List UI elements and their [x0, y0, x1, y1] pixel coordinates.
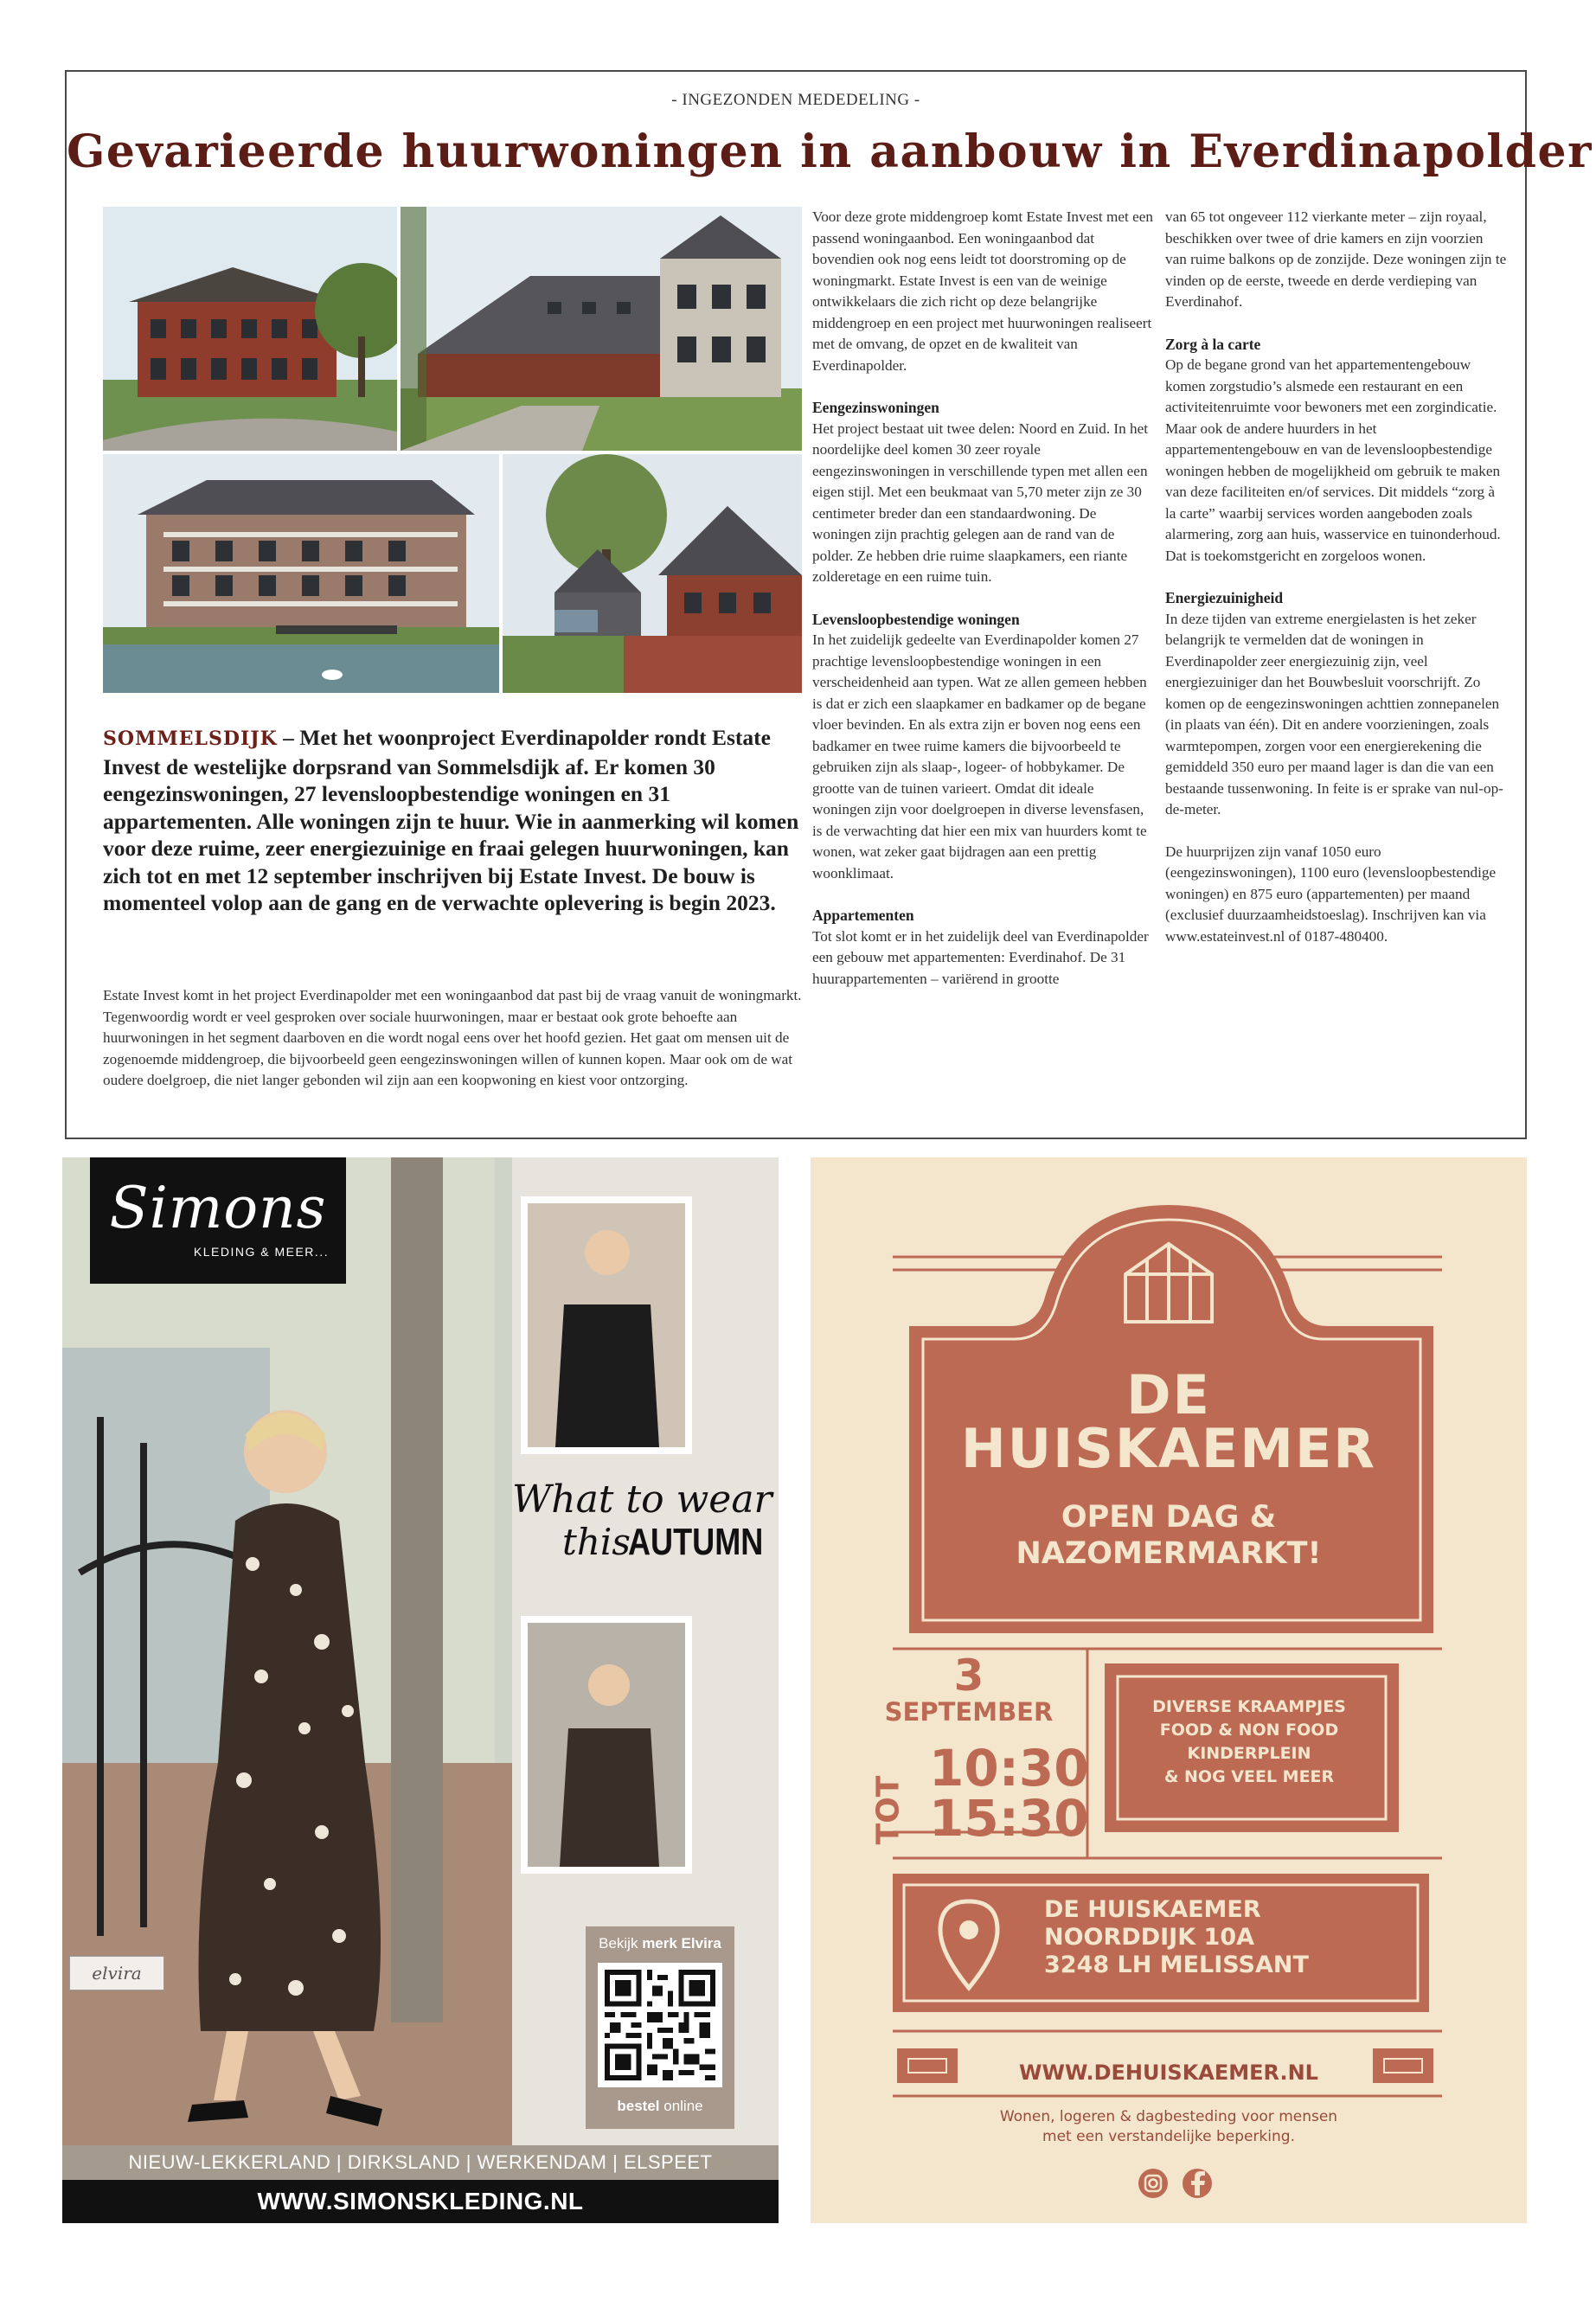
paragraph: Tot slot komt er in het zuidelijk deel van Everdinapolder een gebouw met appartementen: Everdinahof. De 31 huurappartementen – variërend in grootte	[812, 927, 1149, 987]
event-feature-item: KINDERPLEIN	[1187, 1744, 1311, 1763]
huiskaemer-website-link[interactable]: WWW.DEHUISKAEMER.NL	[1019, 2061, 1318, 2085]
photo-family-houses	[401, 207, 802, 451]
qr-header: Bekijk merk Elvira	[599, 1935, 721, 1952]
slogan-this: this	[562, 1521, 631, 1563]
subheading-appartementen: Appartementen	[812, 907, 914, 924]
simons-logo-sub: KLEDING & MEER...	[193, 1245, 330, 1259]
paragraph: In het zuidelijk gedeelte van Everdinapolder komen 27 prachtige levensloopbestendige woningen in een verscheidenheid aan typen. Wat ze allen gemeen hebben is dat er zich een slaapkamer en badkamer op de begane vloer bevinden. En als extra zijn er boven nog eens een badkamer en twee ruime kamers die bijvoorbeeld te gebruiken zijn als slaap-, logeer- of hobbykamer. De grootte van de tuinen varieert. Omdat dit ideale woningen zijn voor doelgroepen in diverse levensfasen, is de verwachting dat hier een mix van huurders komt te wonen, wat zeker gaat bijdragen aan een prettig woonklimaat.	[812, 631, 1147, 881]
paragraph: Op de begane grond van het appartementengebouw komen zorgstudio’s alsmede een restaurant en een activiteitenruimte voor bewoners met een zorgindicatie. Maar ook de andere huurders in het appartementengebouw en van de levensloopbestendige woningen hebben de mogelijkheid om gebruik te maken van deze faciliteiten en/of services. Dit middels “zorg à la carte” waarbij services worden aangeboden zoals alarmering, zorg aan huis, wasservice en tuinonderhoud. Dat is toekomstgericht en zorgeloos wonen.	[1165, 356, 1501, 564]
photo-row-houses	[103, 207, 397, 451]
qr-card[interactable]	[586, 1926, 734, 2129]
advertorial-article	[65, 70, 1593, 1139]
huiskaemer-advertisement	[811, 1157, 1527, 2223]
subheading-zorg: Zorg à la carte	[1165, 335, 1261, 353]
article-kicker: - INGEZONDEN MEDEDELING -	[671, 91, 920, 109]
slogan-line-1: What to wear	[512, 1477, 772, 1522]
article-body-first: Estate Invest komt in het project Everdinapolder met een woningaanbod dat past bij de vraag vanuit de woningmarkt. Tegenwoordig wordt er veel gesproken over sociale huurwoningen, maar er bestaat ook grote behoefte aan huurwoningen in het segment daarboven en die wordt nogal eens over het hoofd gezien. Het gaat om mensen uit de zogenoemde middengroep, die bijvoorbeeld geen eengezinswoningen willen of kunnen kopen. Maar ook om de wat oudere doelgroep, die niet langer gebonden wil zijn aan een koopwoning en kiest voor ontzorging.	[103, 987, 802, 1088]
simons-logo	[90, 1157, 346, 1284]
paragraph: Het project bestaat uit twee delen: Noord en Zuid. In het noordelijke deel komen 30 zeer royale eengezinswoningen in verschillende typen met allen een eigen stijl. Met een beukmaat van 5,70 meter zijn ze 30 centimeter breder dan een standaardwoning. De woningen zijn prachtig gelegen aan de rand van de polder. Ze hebben drie ruime slaapkamers, een riante zolderetage en een ruime tuin.	[812, 420, 1149, 585]
event-time-start: 10:30	[929, 1739, 1089, 1798]
simons-website-link[interactable]: WWW.SIMONSKLEDING.NL	[62, 2180, 779, 2223]
simons-locations: NIEUW-LEKKERLAND | DIRKSLAND | WERKENDAM | ELSPEET	[62, 2145, 779, 2180]
address-line: DE HUISKAEMER	[1044, 1896, 1261, 1923]
event-feature-item: DIVERSE KRAAMPJES	[1152, 1697, 1346, 1716]
event-feature-item: FOOD & NON FOOD	[1159, 1721, 1339, 1740]
paragraph-prices: De huurprijzen zijn vanaf 1050 euro (eengezinswoningen), 1100 euro (levensloopbestendige woningen) en 875 euro (appartementen) per maand (exclusief duurzaamheidstoeslag). Inschrijven kan via www.estateinvest.nl of 0187-480400.	[1165, 843, 1497, 945]
elvira-brand-tag: elvira	[69, 1956, 164, 1990]
qr-code[interactable]	[598, 1963, 722, 2087]
intro-text: – Met het woonproject Everdinapolder rondt Estate Invest de westelijke dorpsrand van Sommelsdijk af. Er komen 30 eengezinswoningen, 27 levensloopbestendige woningen en 31 appartementen. Alle woningen zijn te huur. Wie in aanmerking wil komen voor deze ruime, zeer energiezuinige en fraai gelegen huurwoningen, kan zich tot en met 12 september inschrijven bij Estate Invest. De bouw is momenteel volop aan de gang en de verwachte oplevering is begin 2023.	[103, 725, 799, 915]
event-feature-item: & NOG VEEL MEER	[1163, 1767, 1335, 1786]
address-line: NOORDDIJK 10A	[1044, 1924, 1254, 1951]
event-day: 3	[953, 1650, 984, 1701]
simons-advertisement	[62, 1157, 779, 2223]
paragraph: van 65 tot ongeveer 112 vierkante meter – zijn royaal, beschikken over twee of drie kamers en zijn voorzien van ruime balkons op de zonzijde. Deze woningen zijn te vinden op de eerste, tweede en derde verdieping van Everdinahof.	[1165, 208, 1507, 310]
paragraph: Voor deze grote middengroep komt Estate Invest met een passend woningaanbod. Een woningaanbod dat bovendien ook nog eens leidt tot doorstroming op de woningmarkt. Estate Invest is een van de weinige ontwikkelaars die zich richt op deze belangrijke middengroep en een project met huurwoningen realiseert met de omvang, de opzet en de kwaliteit van Everdinapolder.	[812, 208, 1153, 374]
huiskaemer-title-de: DE	[1126, 1363, 1211, 1426]
event-title-line-1: OPEN DAG &	[1061, 1500, 1277, 1535]
event-time-tot: TOT	[870, 1775, 907, 1845]
article-column-2	[812, 207, 1154, 990]
instagram-icon	[1138, 2169, 1168, 2198]
photo-street-houses	[503, 454, 802, 693]
huiskaemer-title-name: HUISKAEMER	[960, 1417, 1377, 1480]
photo-apartment-building	[103, 454, 499, 693]
qr-code-icon	[605, 1970, 715, 2080]
project-photo-collage	[103, 207, 802, 693]
event-title-line-2: NAZOMERMARKT!	[1016, 1536, 1322, 1571]
huiskaemer-tagline-1: Wonen, logeren & dagbesteding voor mensen	[999, 2108, 1338, 2125]
facebook-icon	[1183, 2169, 1212, 2198]
simons-logo-name: Simons	[109, 1175, 327, 1241]
subheading-eengezinswoningen: Eengezinswoningen	[812, 399, 939, 416]
intro-placename: SOMMELSDIJK	[103, 727, 278, 750]
article-intro	[103, 724, 802, 917]
event-time-end: 15:30	[929, 1789, 1089, 1848]
slogan-autumn: AUTUMN	[628, 1521, 764, 1563]
qr-footer: bestel online	[617, 2098, 703, 2114]
subheading-energie: Energiezuinigheid	[1165, 589, 1284, 606]
article-headline: Gevarieerde huurwoningen in aanbouw in Everdinapolder	[67, 125, 1593, 178]
subheading-levensloop: Levensloopbestendige woningen	[812, 610, 1020, 628]
address-line: 3248 LH MELISSANT	[1044, 1952, 1309, 1978]
huiskaemer-tagline-2: met een verstandelijke beperking.	[1042, 2128, 1295, 2145]
article-column-3	[1165, 207, 1507, 947]
event-month: SEPTEMBER	[884, 1697, 1054, 1727]
paragraph: In deze tijden van extreme energielasten is het zeker belangrijk te vermelden dat de woningen in Everdinapolder zeer energiezuinig zijn, veel energiezuiniger dan het Bouwbesluit voorschrijft. Zo komen op de eengezinswoningen achttien zonnepanelen (in plaats van één). Dit en andere voorzieningen, zoals warmtepompen, zorgen voor een energierekening die gemiddeld 350 euro per maand lager is dan die van een bestaande tussenwoning. In feite is er sprake van nul-op-de-meter.	[1165, 610, 1503, 817]
